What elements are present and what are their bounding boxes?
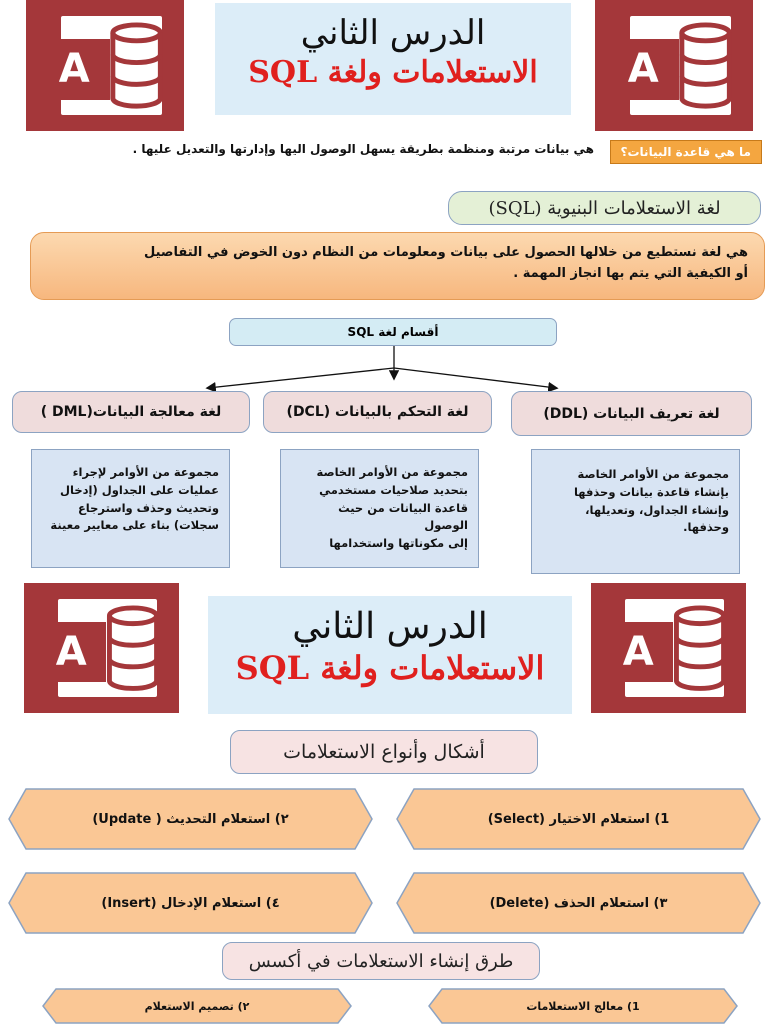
dcl-description [280,449,479,568]
sql-heading: لغة الاستعلامات البنيوية (SQL) [448,191,761,225]
ddl-desc-line: مجموعة من الأوامر الخاصة [577,467,729,481]
dcl-desc-line: قاعدة البيانات من حيث الوصول [338,500,468,533]
dcl-desc-line: إلى مكوناتها واستخدامها [329,536,468,551]
dml-head: لغة معالجة البيانات(DML ) [12,391,250,433]
database-icon [102,604,164,692]
access-logo-letter: A [603,622,673,682]
sql-definition-box [30,232,765,300]
sql-definition-line1: هي لغة نستطيع من خلالها الحصول على بيانات ومعلومات من النظام دون الخوض في التفاصيل [143,245,748,260]
sql-definition-line2: أو الكيفية التي يتم بها انجاز المهمة . [513,265,748,281]
ddl-desc-line: بإنشاء قاعدة بيانات وحذفها [573,484,729,499]
lesson-subtitle: الاستعلامات ولغة SQL [248,55,538,90]
database-icon [105,21,168,110]
database-icon [674,21,737,110]
query-type-update [8,788,373,850]
db-definition-text: هي بيانات مرتبة ومنظمة بطريقة يسهل الوصول اليها وإدارتها والتعديل عليها . [132,142,594,156]
creation-method-label: 1) معالج الاستعلامات [526,999,640,1013]
access-logo-left-2 [24,583,179,713]
ddl-desc-line: وحذفها. [683,520,729,535]
division-arrows [0,340,768,396]
lesson-title: الدرس الثاني [292,606,488,647]
access-logo-letter: A [39,39,110,99]
dcl-head: لغة التحكم بالبيانات (DCL) [263,391,492,433]
creation-method-label: ٢) تصميم الاستعلام [144,999,250,1013]
query-type-label: ٢) استعلام التحديث ( Update) [92,811,289,827]
ddl-description [531,449,740,574]
query-type-insert [8,872,373,934]
query-type-select [396,788,761,850]
access-logo-letter: A [36,622,106,682]
dml-desc-line: سجلات) بناء على معايير معينة [50,518,219,533]
lesson-title: الدرس الثاني [300,13,486,53]
access-logo-letter: A [608,39,679,99]
db-question-label: ما هي قاعدة البيانات؟ [610,140,762,164]
query-type-label: 1) استعلام الاختيار (Select) [487,811,670,827]
dml-desc-line: وتحديث وحذف واسترجاع [77,500,219,515]
lesson-subtitle: الاستعلامات ولغة SQL [235,649,545,687]
creation-method-design [42,988,352,1024]
db-definition-row [62,140,762,170]
creation-method-wizard [428,988,738,1024]
dcl-desc-line: مجموعة من الأوامر الخاصة [316,465,468,479]
dml-description [31,449,230,568]
access-logo-right [595,0,753,131]
database-icon [669,604,731,692]
ddl-head: لغة تعريف البيانات (DDL) [511,391,752,436]
query-type-label: ٣) استعلام الحذف (Delete) [489,895,668,911]
query-types-title: أشكال وأنواع الاستعلامات [230,730,538,774]
query-type-delete [396,872,761,934]
lesson-title-box [215,3,571,115]
lesson-title-box-2 [208,596,572,714]
access-logo-right-2 [591,583,746,713]
ddl-desc-line: وإنشاء الجداول، وتعديلها، [585,502,729,517]
query-type-label: ٤) استعلام الإدخال (Insert) [101,895,280,911]
dcl-desc-line: بتحديد صلاحيات مستخدمي [319,482,468,497]
dml-desc-line: مجموعة من الأوامر لإجراء [72,465,219,479]
divisions-title: أقسام لغة SQL [229,318,557,346]
access-logo-left [26,0,184,131]
creation-methods-title: طرق إنشاء الاستعلامات في أكسس [222,942,540,980]
dml-desc-line: عمليات على الجداول (إدخال [60,482,219,497]
